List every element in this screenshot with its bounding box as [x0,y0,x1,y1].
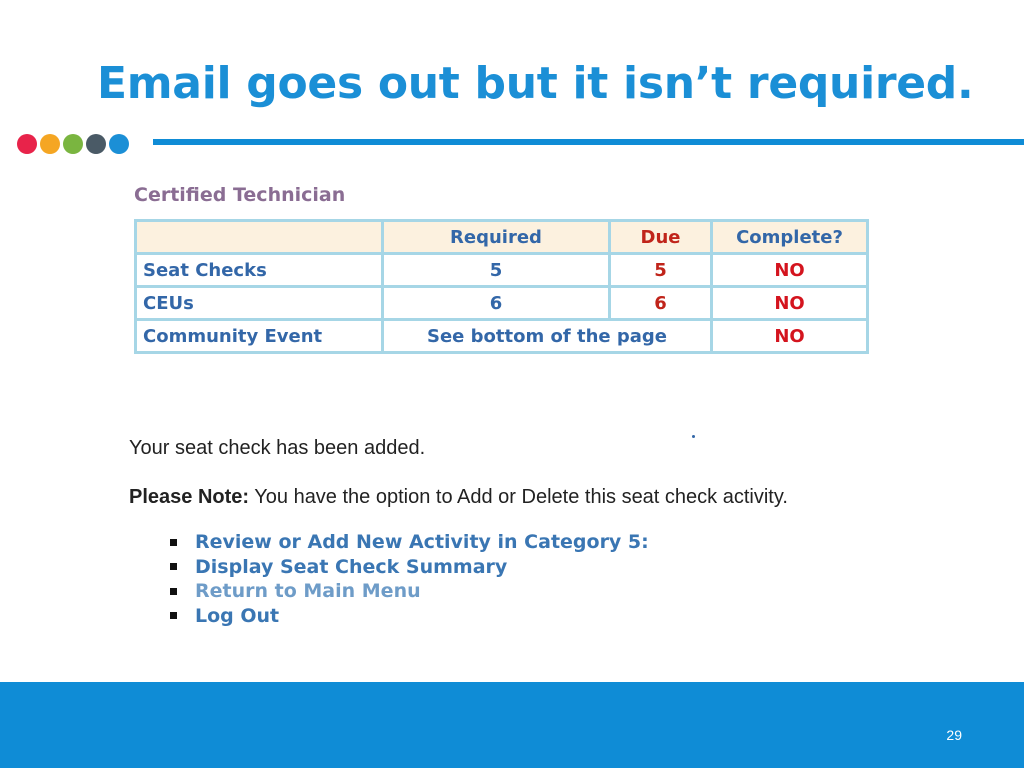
footer-bar [0,682,1024,768]
list-item [170,604,649,629]
header-due: Due [610,221,712,254]
complete-value: NO [712,320,868,353]
dot-gray [86,134,106,154]
due-value: 6 [610,287,712,320]
row-label: Community Event [136,320,383,353]
note-label: Please Note: [129,486,250,508]
confirmation-message: Your seat check has been added. [129,437,426,459]
bullet-icon [170,588,177,595]
slide-title: Email goes out but it isn’t required. [97,58,974,109]
dot-orange [40,134,60,154]
list-item [170,579,649,604]
row-label: CEUs [136,287,383,320]
table-header-row [136,221,868,254]
log-out-link[interactable]: Log Out [195,604,280,627]
complete-value: NO [712,254,868,287]
bullet-icon [170,563,177,570]
page-number: 29 [946,727,962,743]
section-title: Certified Technician [134,184,346,206]
note [129,486,788,509]
row-label: Seat Checks [136,254,383,287]
return-main-menu-link[interactable]: Return to Main Menu [195,580,421,603]
display-summary-link[interactable]: Display Seat Check Summary [195,555,508,578]
due-value: 5 [610,254,712,287]
dot-red [17,134,37,154]
requirements-table [134,219,869,354]
header-empty [136,221,383,254]
list-item [170,530,649,555]
table-row [136,287,868,320]
required-span-value: See bottom of the page [383,320,712,353]
decorative-dots [17,134,129,154]
note-text: You have the option to Add or Delete this seat check activity. [249,486,788,508]
list-item [170,555,649,580]
dot-green [63,134,83,154]
header-required: Required [383,221,610,254]
bullet-icon [170,539,177,546]
header-complete: Complete? [712,221,868,254]
dot-blue [109,134,129,154]
required-value: 5 [383,254,610,287]
required-value: 6 [383,287,610,320]
review-add-activity-link[interactable]: Review or Add New Activity in Category 5: [195,531,649,554]
bullet-icon [170,612,177,619]
stray-dot [692,435,695,438]
action-links [170,530,649,628]
complete-value: NO [712,287,868,320]
title-underline [153,139,1024,145]
table-row [136,320,868,353]
table-row [136,254,868,287]
